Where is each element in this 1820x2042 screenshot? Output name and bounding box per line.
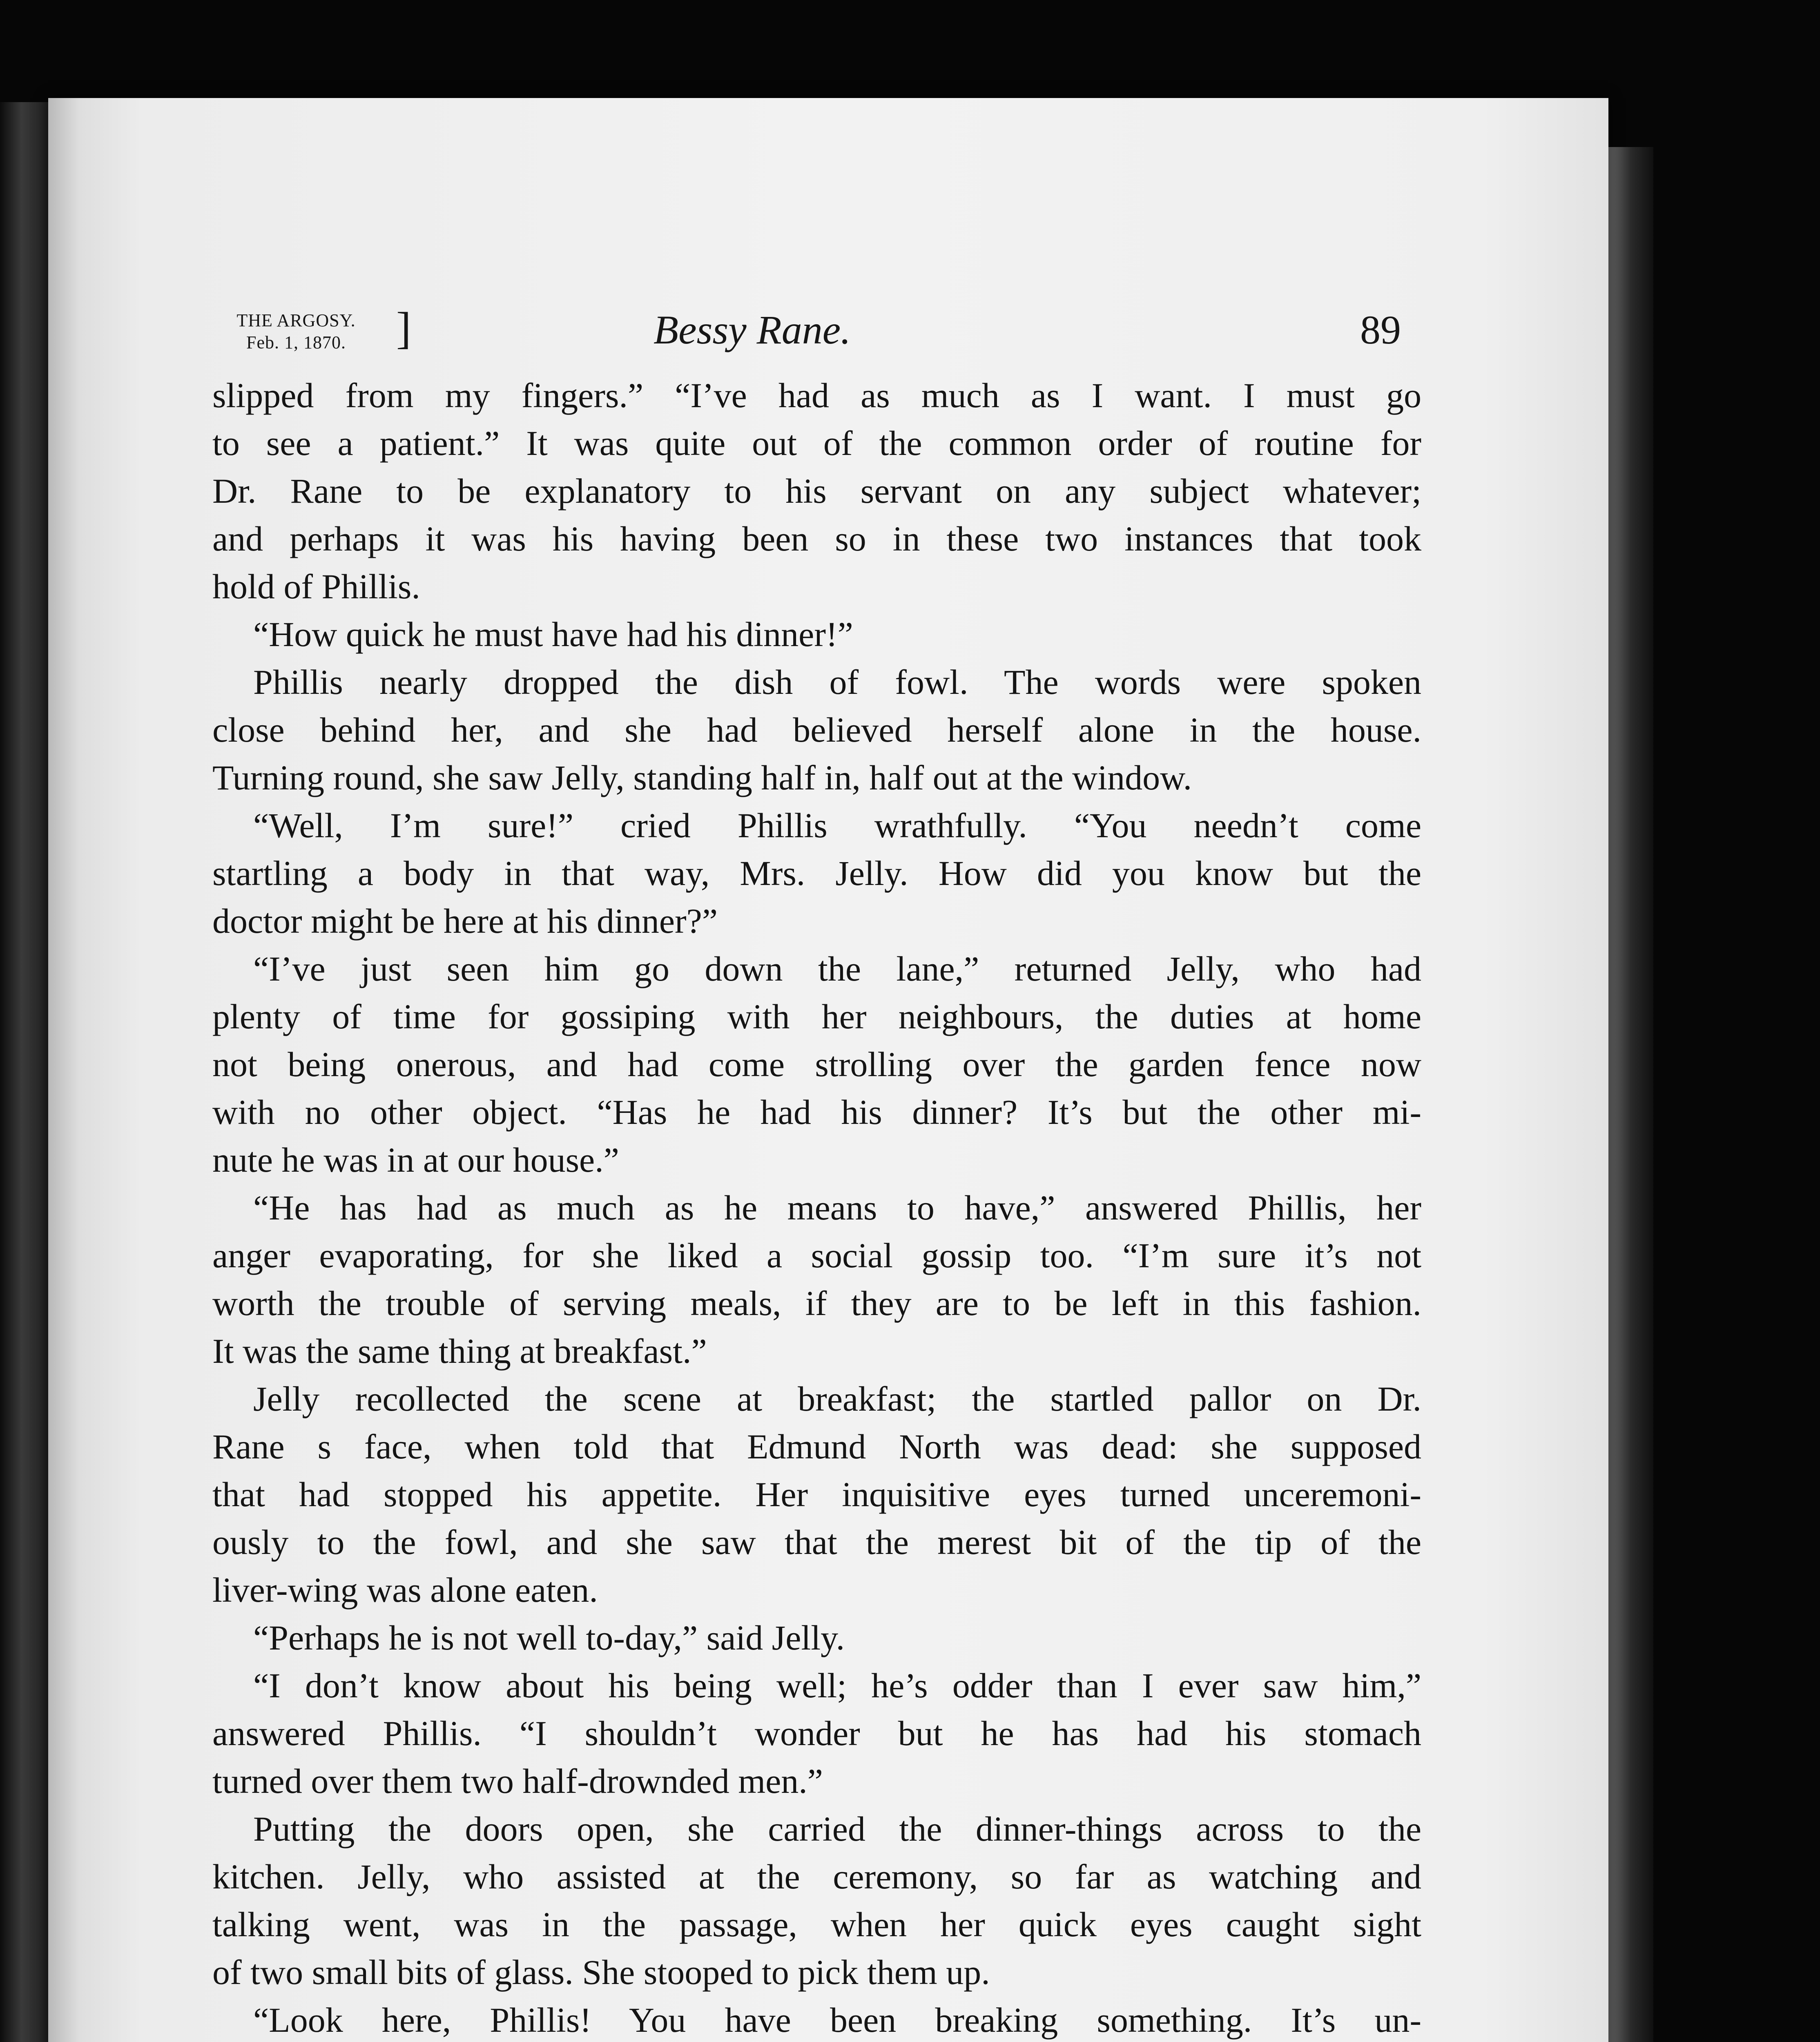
header-bracket: ] — [396, 303, 411, 353]
paragraph — [212, 611, 1421, 658]
text-line: liver-wing was alone eaten. — [212, 1570, 598, 1610]
header-source — [200, 310, 392, 354]
text-line: Jelly recollected the scene at breakfast; the startled pallor on Dr. — [253, 1379, 1421, 1418]
paragraph — [212, 1184, 1421, 1375]
header-source-line-2: Feb. 1, 1870. — [246, 332, 346, 352]
text-line: talking went, was in the passage, when her quick eyes caught sight — [212, 1905, 1421, 1944]
text-line: “Perhaps he is not well to-day,” said Jelly. — [253, 1618, 845, 1657]
text-line: turned over them two half-drownded men.” — [212, 1761, 823, 1801]
text-line: ously to the fowl, and she saw that the merest bit of the tip of the — [212, 1523, 1421, 1562]
text-line: plenty of time for gossiping with her neighbours, the duties at home — [212, 997, 1421, 1036]
text-line: answered Phillis. “I shouldn’t wonder but he has had his stomach — [212, 1714, 1421, 1753]
text-line: “I don’t know about his being well; he’s odder than I ever saw him,” — [253, 1666, 1421, 1705]
text-line: hold of Phillis. — [212, 567, 420, 606]
paragraph — [212, 1614, 1421, 1662]
body-text — [212, 372, 1421, 2042]
page-right-edge — [1608, 147, 1653, 2042]
text-line: to see a patient.” It was quite out of the common order of routine for — [212, 424, 1421, 463]
text-line: “He has had as much as he means to have,” answered Phillis, her — [253, 1188, 1421, 1227]
text-line: It was the same thing at breakfast.” — [212, 1331, 707, 1371]
running-title: Bessy Rane. — [654, 307, 851, 352]
text-line: Turning round, she saw Jelly, standing half in, half out at the window. — [212, 758, 1192, 797]
text-line: Phillis nearly dropped the dish of fowl. The words were spoken — [253, 662, 1421, 702]
text-line: Putting the doors open, she carried the dinner-things across to the — [253, 1809, 1421, 1848]
paragraph — [212, 802, 1421, 945]
text-line: doctor might be here at his dinner?” — [212, 901, 718, 941]
paragraph — [212, 658, 1421, 802]
text-line: kitchen. Jelly, who assisted at the ceremony, so far as watching and — [212, 1857, 1421, 1896]
text-line: worth the trouble of serving meals, if they are to be left in this fashion. — [212, 1284, 1421, 1323]
paragraph — [212, 1996, 1421, 2042]
text-line: that had stopped his appetite. Her inquisitive eyes turned unceremoni- — [212, 1475, 1421, 1514]
text-line: “Well, I’m sure!” cried Phillis wrathfully. “You needn’t come — [253, 806, 1421, 845]
text-line: of two small bits of glass. She stooped to pick them up. — [212, 1953, 990, 1992]
text-line: with no other object. “Has he had his dinner? It’s but the other mi- — [212, 1092, 1421, 1132]
text-line: nute he was in at our house.” — [212, 1140, 619, 1179]
page-number: 89 — [1360, 307, 1401, 352]
text-line: “I’ve just seen him go down the lane,” returned Jelly, who had — [253, 949, 1421, 988]
running-header — [200, 301, 1425, 371]
text-line: Dr. Rane to be explanatory to his servant on any subject whatever; — [212, 471, 1421, 510]
paragraph — [212, 1805, 1421, 1996]
facing-page-edge — [0, 102, 48, 2042]
text-line: “Look here, Phillis! You have been breaking something. It’s un- — [253, 2000, 1421, 2040]
text-line: not being onerous, and had come strolling over the garden fence now — [212, 1045, 1421, 1084]
text-line: Rane s face, when told that Edmund North was dead: she supposed — [212, 1427, 1421, 1466]
paragraph — [212, 372, 1421, 611]
text-line: anger evaporating, for she liked a social gossip too. “I’m sure it’s not — [212, 1236, 1421, 1275]
text-line: slipped from my fingers.” “I’ve had as much as I want. I must go — [212, 376, 1421, 415]
text-line: “How quick he must have had his dinner!” — [253, 615, 853, 654]
paragraph — [212, 1662, 1421, 1805]
text-line: and perhaps it was his having been so in these two instances that took — [212, 519, 1421, 558]
paragraph — [212, 945, 1421, 1184]
paragraph — [212, 1375, 1421, 1614]
header-source-line-1: THE ARGOSY. — [236, 310, 356, 330]
text-line: startling a body in that way, Mrs. Jelly. How did you know but the — [212, 854, 1421, 893]
text-line: close behind her, and she had believed herself alone in the house. — [212, 710, 1421, 749]
